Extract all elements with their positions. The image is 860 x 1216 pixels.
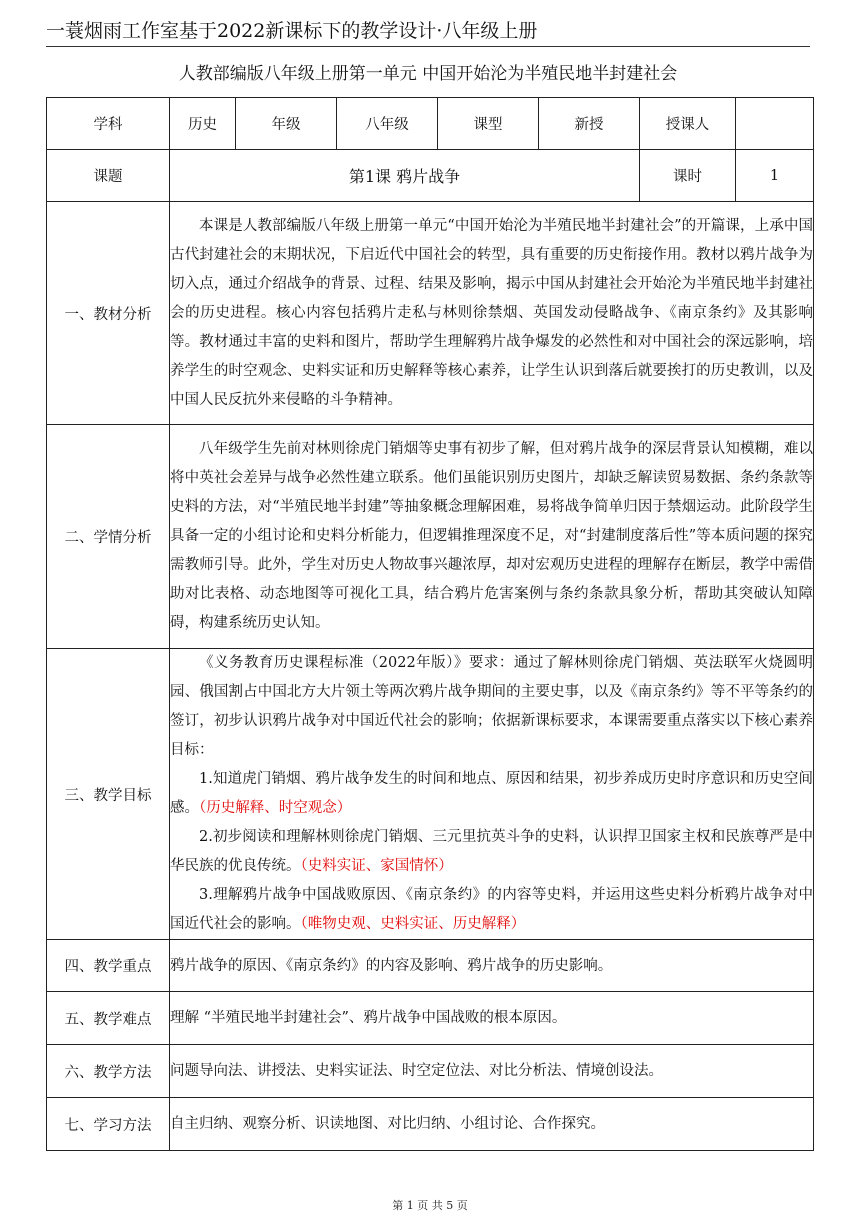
goal-item [170, 765, 813, 823]
title-row [47, 150, 814, 202]
subject-label: 学科 [47, 98, 170, 150]
goal-text: 3.理解鸦片战争中国战败原因、《南京条约》的内容等史料，并运用这些史料分析鸦片战争对中国近代社会的影响。 [170, 887, 813, 932]
literacy-tag: （唯物史观、史料实证、历史解释） [300, 916, 526, 932]
goals-intro: 《义务教育历史课程标准（2022年版）》要求：通过了解林则徐虎门销烟、英法联军火烧圆明园、俄国割占中国北方大片领土等两次鸦片战争期间的主要史事，以及《南京条约》等不平等条约的签订，初步认识鸦片战争对中国近代社会的影响；依据新课标要求，本课需要重点落实以下核心素养目标： [170, 655, 813, 758]
section-teaching-methods [47, 1045, 814, 1098]
section-label: 三、教学目标 [47, 649, 170, 940]
section-content: 鸦片战争的原因、《南京条约》的内容及影响、鸦片战争的历史影响。 [170, 940, 814, 992]
section-difficult-points [47, 992, 814, 1045]
goal-item [170, 823, 813, 881]
section-label: 二、学情分析 [47, 425, 170, 649]
section-content: 理解 “半殖民地半封建社会”、鸦片战争中国战败的根本原因。 [170, 992, 814, 1045]
lesson-plan-table [46, 97, 814, 1151]
grade-value: 八年级 [337, 98, 438, 150]
section-label: 七、学习方法 [47, 1098, 170, 1151]
teacher-value [736, 98, 814, 150]
section-student-analysis [47, 425, 814, 649]
lesson-type-label: 课型 [438, 98, 539, 150]
section-label: 六、教学方法 [47, 1045, 170, 1098]
page-header: 一蓑烟雨工作室基于2022新课标下的教学设计·八年级上册 [46, 16, 810, 47]
literacy-tag: （史料实证、家国情怀） [300, 858, 453, 874]
section-key-points [47, 940, 814, 992]
section-learning-methods [47, 1098, 814, 1151]
grade-label: 年级 [236, 98, 337, 150]
section-content [170, 202, 814, 425]
teacher-label: 授课人 [640, 98, 736, 150]
goal-text: 1.知道虎门销烟、鸦片战争发生的时间和地点、原因和结果，初步养成历史时序意识和历史空间感。 [170, 771, 813, 816]
goal-text: 2.初步阅读和理解林则徐虎门销烟、三元里抗英斗争的史料，认识捍卫国家主权和民族尊严是中华民族的优良传统。 [170, 829, 813, 874]
lesson-type-value: 新授 [539, 98, 640, 150]
section-label: 四、教学重点 [47, 940, 170, 992]
section-teaching-goals [47, 649, 814, 940]
paragraph: 本课是人教部编版八年级上册第一单元“中国开始沦为半殖民地半封建社会”的开篇课，上承中国古代封建社会的末期状况，下启近代中国社会的转型，具有重要的历史衔接作用。教材以鸦片战争为切入点，通过介绍战争的背景、过程、结果及影响，揭示中国从封建社会开始沦为半殖民地半封建社会的历史进程。核心内容包括鸦片走私与林则徐禁烟、英国发动侵略战争、《南京条约》及其影响等。教材通过丰富的史料和图片，帮助学生理解鸦片战争爆发的必然性和对中国社会的深远影响，培养学生的时空观念、史料实证和历史解释等核心素养，让学生认识到落后就要挨打的历史教训，以及中国人民反抗外来侵略的斗争精神。 [170, 217, 813, 408]
unit-subtitle: 人教部编版八年级上册第一单元 中国开始沦为半殖民地半封建社会 [178, 64, 678, 84]
literacy-tag: （历史解释、时空观念） [199, 800, 352, 816]
section-label: 一、教材分析 [47, 202, 170, 425]
paragraph: 八年级学生先前对林则徐虎门销烟等史事有初步了解，但对鸦片战争的深层背景认知模糊，难以将中英社会差异与战争必然性建立联系。他们虽能识别历史图片，却缺乏解读贸易数据、条约条款等史料的方法，对“半殖民地半封建”等抽象概念理解困难，易将战争简单归因于禁烟运动。此阶段学生具备一定的小组讨论和史料分析能力，但逻辑推理深度不足，对“封建制度落后性”等本质问题的探究需教师引导。此外，学生对历史人物故事兴趣浓厚，却对宏观历史进程的理解存在断层，教学中需借助对比表格、动态地图等可视化工具，结合鸦片危害案例与条约条款具象分析，帮助其突破认知障碍，构建系统历史认知。 [170, 441, 813, 631]
section-content [170, 649, 814, 940]
section-content: 问题导向法、讲授法、史料实证法、时空定位法、对比分析法、情境创设法。 [170, 1045, 814, 1098]
section-content: 自主归纳、观察分析、识读地图、对比归纳、小组讨论、合作探究。 [170, 1098, 814, 1151]
subject-value: 历史 [170, 98, 236, 150]
lesson-title: 第1课 鸦片战争 [170, 150, 640, 202]
goal-item [170, 881, 813, 939]
info-row [47, 98, 814, 150]
class-hours-label: 课时 [640, 150, 736, 202]
topic-label: 课题 [47, 150, 170, 202]
class-hours-value: 1 [736, 150, 814, 202]
page-footer: 第 1 页 共 5 页 [392, 1199, 468, 1212]
section-content [170, 425, 814, 649]
section-label: 五、教学难点 [47, 992, 170, 1045]
section-textbook-analysis [47, 202, 814, 425]
